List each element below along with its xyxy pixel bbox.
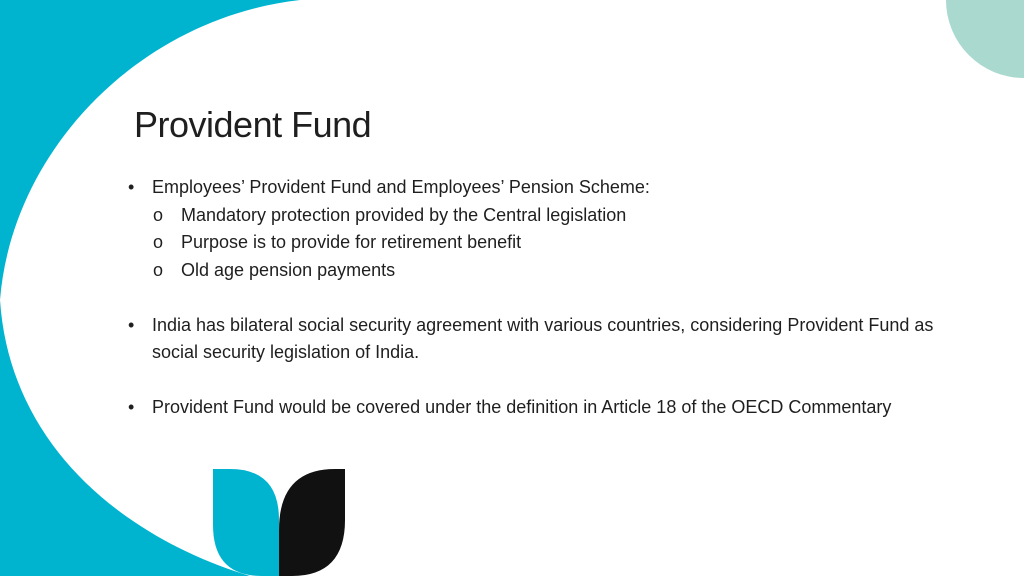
sub-bullet-symbol: o [153,204,164,225]
bullet-symbol: • [128,397,135,417]
bullet-symbol: • [128,314,135,335]
spacer [128,367,948,395]
sub-item [128,257,948,285]
mint-circle-shape [946,0,1024,78]
spacer [128,284,948,312]
bullet-item [128,312,948,367]
bullet-text: India has bilateral social security agreement with various countries, considering Provident Fund as social security legislation of India. [152,314,934,362]
sub-item-text: Old age pension payments [181,259,396,280]
sub-bullet-symbol: o [153,232,164,252]
sub-item-text: Purpose is to provide for retirement benefit [181,232,522,252]
slide-body [128,174,948,422]
cyan-leaf-shape [213,469,279,576]
sub-item-text: Mandatory protection provided by the Central legislation [181,204,627,225]
bullet-text: Employees’ Provident Fund and Employees’ Pension Scheme: [152,177,650,197]
bullet-symbol: • [128,177,135,197]
bullet-item [128,394,948,422]
sub-item [128,229,948,257]
bullet-item [128,174,948,202]
black-leaf-shape [279,469,345,576]
sub-bullet-symbol: o [153,259,164,280]
slide-title: Provident Fund [134,104,372,145]
sub-item [128,202,948,230]
bullet-text: Provident Fund would be covered under the definition in Article 18 of the OECD Commentary [152,397,892,417]
